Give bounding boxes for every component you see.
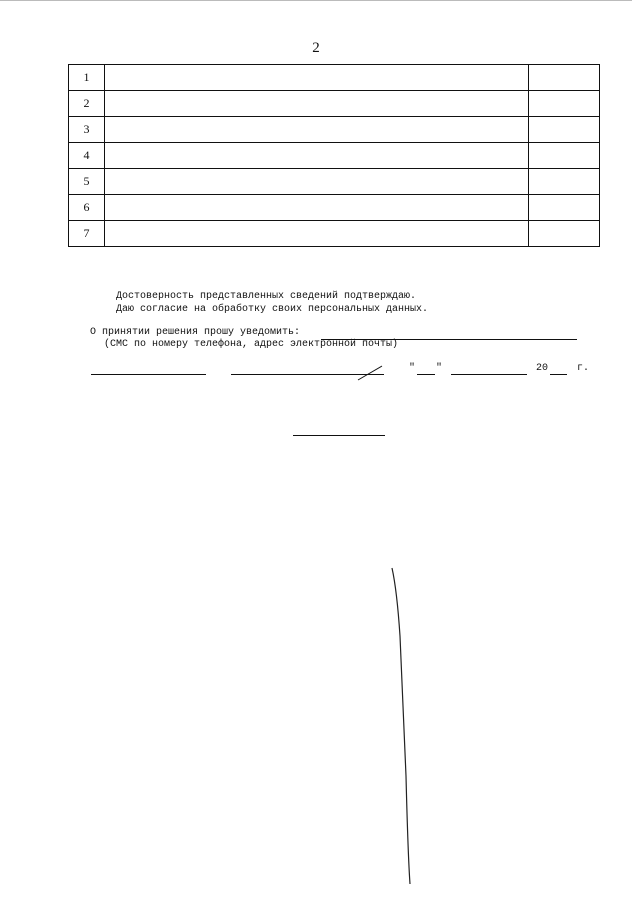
row-description-cell[interactable] [105,195,529,221]
table-row [69,195,600,221]
date-quote-open: " [409,363,416,374]
table-row [69,169,600,195]
pen-stroke-mark [356,364,384,382]
closing-rule [293,435,385,436]
row-number: 5 [69,169,105,195]
row-number: 7 [69,221,105,247]
data-table [68,64,600,247]
table-row [69,117,600,143]
row-value-cell[interactable] [529,65,600,91]
row-number: 3 [69,117,105,143]
row-number: 2 [69,91,105,117]
confirmation-statement: Достоверность представленных сведений подтверждаю. [116,291,417,302]
table-row [69,221,600,247]
date-year-prefix: 20 [536,363,549,374]
date-year-field[interactable] [550,374,567,375]
row-value-cell[interactable] [529,195,600,221]
consent-statement: Даю согласие на обработку своих персональных данных. [116,304,429,315]
row-value-cell[interactable] [529,143,600,169]
scan-ink-stroke [386,566,426,886]
scan-edge-line [0,0,632,1]
date-quote-close: " [436,363,443,374]
row-value-cell[interactable] [529,117,600,143]
notification-hint: (СМС по номеру телефона, адрес электронной почты) [104,339,399,350]
row-description-cell[interactable] [105,169,529,195]
row-number: 4 [69,143,105,169]
signature-line[interactable] [91,374,206,375]
row-description-cell[interactable] [105,65,529,91]
table-row [69,91,600,117]
row-description-cell[interactable] [105,221,529,247]
table-row [69,65,600,91]
row-value-cell[interactable] [529,169,600,195]
row-description-cell[interactable] [105,117,529,143]
row-value-cell[interactable] [529,221,600,247]
date-year-suffix: г. [577,363,590,374]
row-number: 1 [69,65,105,91]
row-description-cell[interactable] [105,143,529,169]
page-number: 2 [312,40,320,56]
date-month-field[interactable] [451,374,527,375]
row-number: 6 [69,195,105,221]
table-row [69,143,600,169]
row-value-cell[interactable] [529,91,600,117]
date-day-field[interactable] [417,374,435,375]
notification-label: О принятии решения прошу уведомить: [90,327,301,338]
row-description-cell[interactable] [105,91,529,117]
